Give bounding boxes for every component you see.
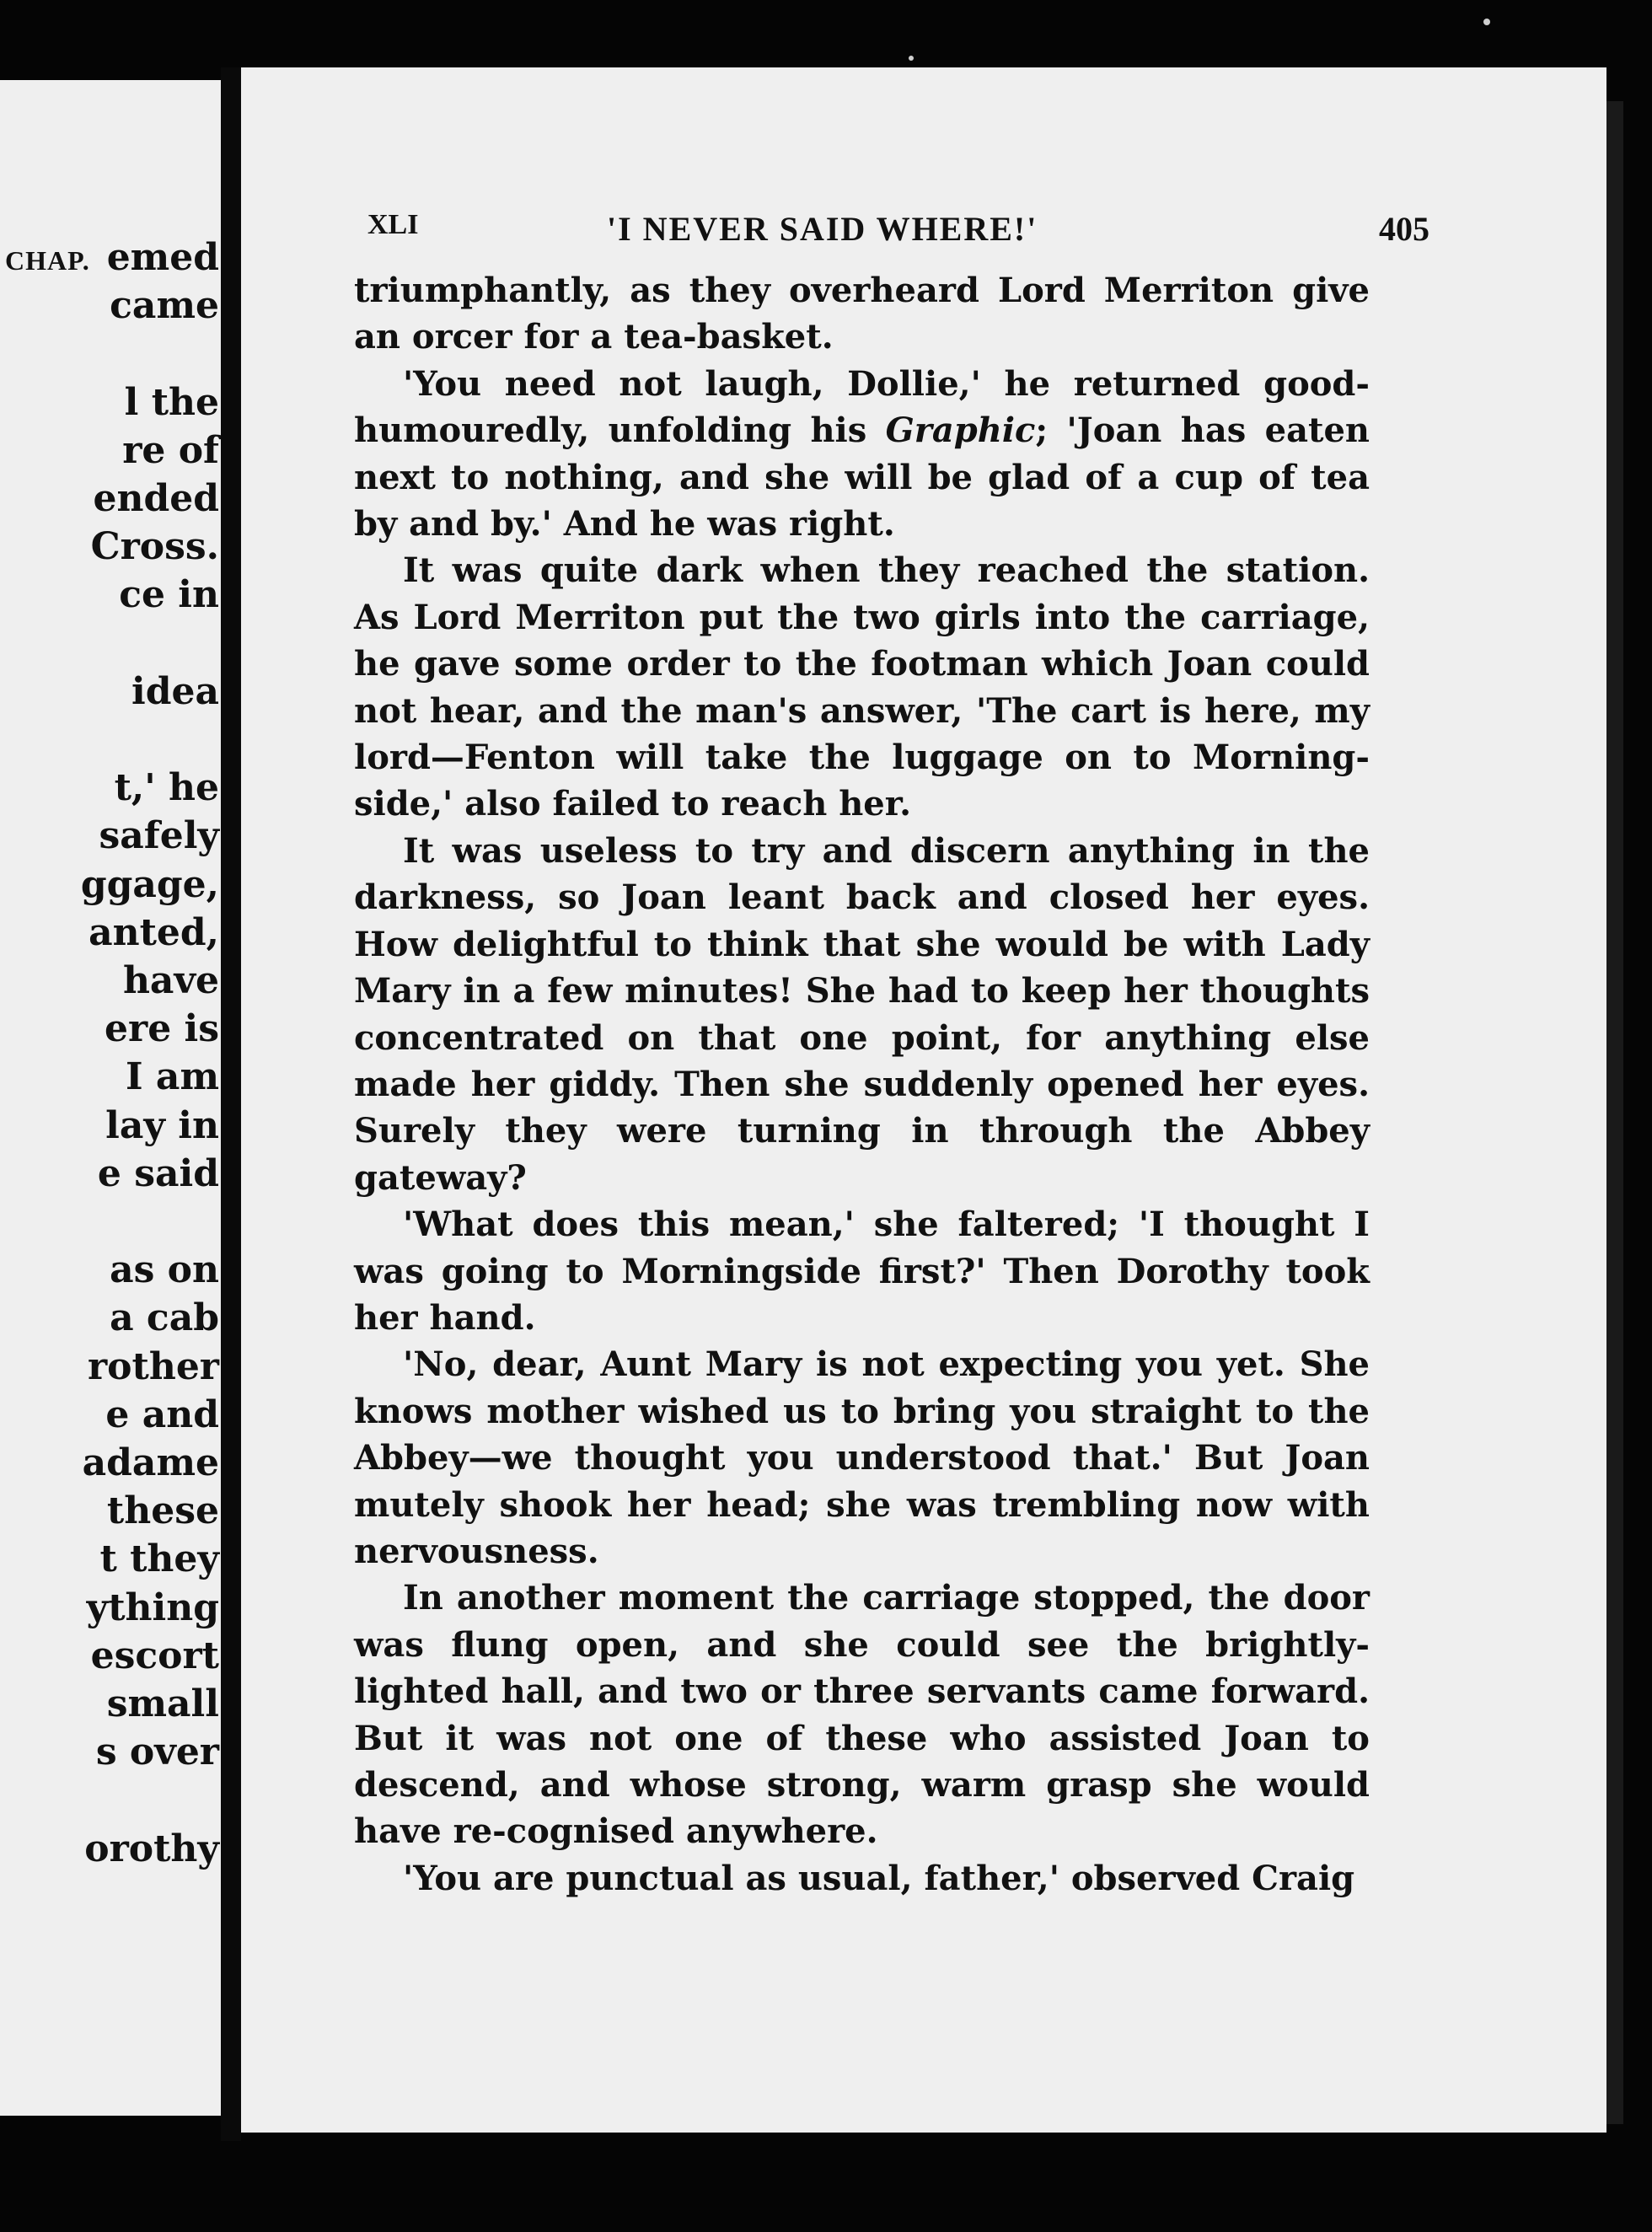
left-text-fragment: safely: [99, 814, 219, 858]
page-number: 405: [1379, 210, 1429, 248]
running-head-title: 'I NEVER SAID WHERE!': [607, 210, 1038, 248]
scan-speck: [909, 56, 914, 61]
left-text-fragment: ggage,: [80, 862, 219, 906]
body-text: [354, 267, 1370, 1902]
paragraph: 'You are punctual as usual, father,' observed Craig: [403, 1858, 1355, 1898]
book-gutter: [221, 67, 241, 2141]
left-text-fragment: ce in: [119, 573, 219, 617]
left-text-fragment: a cab: [110, 1296, 219, 1340]
italic-title: Graphic: [885, 410, 1036, 451]
right-page: [241, 67, 1606, 2133]
paragraph: triumphantly, as they overheard Lord Merriton give an orcer for a tea-basket.: [354, 271, 1370, 357]
left-text-fragment: ything: [86, 1585, 219, 1629]
left-text-fragment: ere is: [105, 1007, 219, 1051]
left-text-fragment: I am: [126, 1055, 219, 1099]
running-head-chapter: XLI: [367, 209, 419, 240]
left-text-fragment: emed: [106, 236, 219, 279]
left-text-fragment: as on: [110, 1248, 219, 1292]
left-text-fragment: rother: [87, 1344, 219, 1388]
left-text-fragment: ended: [93, 477, 219, 520]
left-text-fragment: have: [122, 959, 219, 1002]
paragraph: 'You need not laugh, Dollie,' he returned good-humouredly, unfolding his Graphic; 'Joan has eaten next to nothing, and she will be glad of a cup of tea by and by.' And he was right.: [354, 363, 1370, 545]
left-text-fragment: escort: [90, 1634, 219, 1677]
paragraph: It was quite dark when they reached the station. As Lord Merriton put the two girls into the carriage, he gave some order to the footman which Joan could not hear, and the man's answer, 'The cart is here, my lord—Fenton will take the luggage on to Morning-side,' also failed to reach her.: [354, 550, 1370, 824]
left-text-fragment: e said: [97, 1151, 219, 1195]
left-text-fragment: anted,: [88, 910, 219, 954]
left-text-fragment: small: [106, 1682, 219, 1725]
page-edge-shadow: [1606, 101, 1623, 2124]
left-page: [0, 80, 226, 2116]
left-text-fragment: Cross.: [90, 525, 219, 569]
left-text-fragment: e and: [105, 1392, 219, 1436]
left-text-fragment: re of: [122, 428, 219, 472]
paragraph: In another moment the carriage stopped, the door was flung open, and she could see the brightly-lighted hall, and two or three servants came forward. But it was not one of these who assisted Joan to descend, and whose strong, warm grasp she would have re-cognised anywhere.: [354, 1578, 1370, 1852]
left-text-fragment: came: [110, 284, 219, 328]
scan-speck: [1483, 19, 1490, 25]
left-text-fragment: s over: [95, 1730, 219, 1774]
left-text-fragment: orothy: [84, 1827, 219, 1870]
paragraph: 'What does this mean,' she faltered; 'I thought I was going to Morningside first?' Then Dorothy took her hand.: [354, 1205, 1370, 1338]
left-text-fragment: t,' he: [114, 766, 219, 810]
paragraph: It was useless to try and discern anything in the darkness, so Joan leant back and closed her eyes. How delightful to think that she would be with Lady Mary in a few minutes! She had to keep her thoughts concentrated on that one point, for anything else made her giddy. Then she suddenly opened her eyes. Surely they were turning in through the Abbey gateway?: [354, 830, 1370, 1198]
paragraph: 'No, dear, Aunt Mary is not expecting you yet. She knows mother wished us to bring you straight to the Abbey—we thought you understood that.' But Joan mutely shook her head; she was trembling now with nervousness.: [354, 1344, 1370, 1571]
left-text-fragment: l the: [124, 380, 219, 424]
left-text-fragment: t they: [99, 1537, 219, 1581]
left-chapter-label: CHAP.: [5, 245, 90, 276]
left-text-fragment: adame: [82, 1441, 219, 1484]
left-text-fragment: these: [106, 1489, 219, 1533]
left-text-fragment: idea: [131, 669, 219, 713]
left-text-fragment: lay in: [105, 1103, 219, 1147]
